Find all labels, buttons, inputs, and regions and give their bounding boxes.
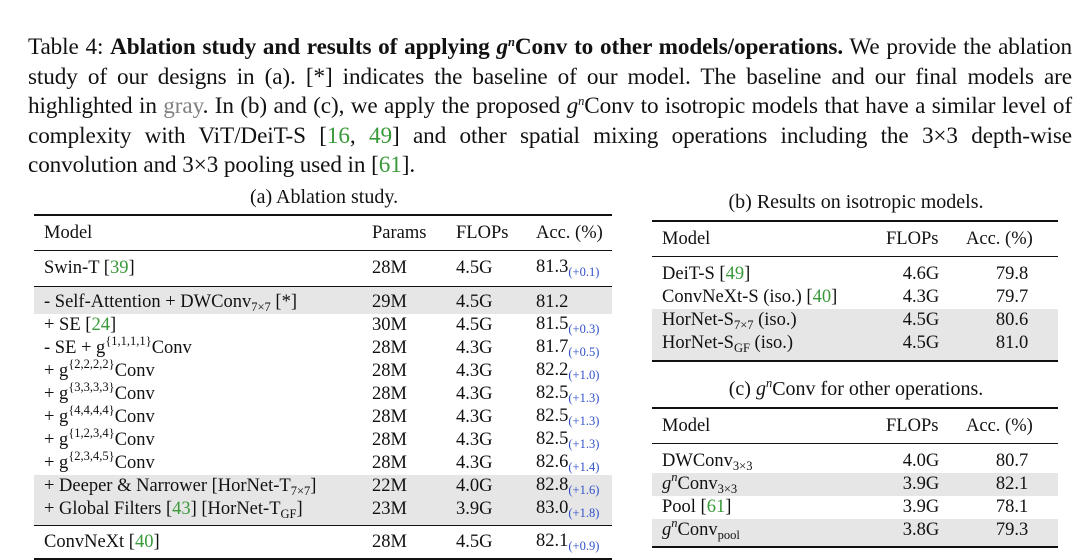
acc-cell: 80.6 — [956, 309, 1058, 332]
acc-cell: 78.1 — [995, 497, 1029, 517]
flops-cell: 3.9G — [876, 473, 956, 496]
acc-cell — [526, 337, 612, 360]
model-sup: {2,3,4,5} — [68, 449, 115, 463]
acc-delta: (+1.6) — [568, 483, 600, 497]
table-row-highlighted — [34, 287, 612, 315]
flops-cell: 4.0G — [446, 475, 526, 498]
acc-cell — [526, 526, 612, 560]
acc-value: 82.6 — [536, 452, 569, 472]
title-g: g — [755, 378, 766, 400]
col-header: Acc. (%) — [956, 221, 1058, 257]
acc-value: 81.7 — [536, 337, 569, 357]
model-cell — [652, 332, 876, 361]
acc-delta: (+1.0) — [568, 368, 600, 382]
caption-text-2: . In (b) and (c), we apply the proposed — [202, 93, 561, 119]
flops-cell: 4.5G — [456, 315, 493, 335]
citation-link[interactable]: 49 — [725, 264, 745, 284]
params-cell: 28M — [362, 251, 446, 287]
model-text: + Deeper & Narrower [HorNet-T — [44, 476, 291, 496]
model-text: + g — [44, 407, 69, 427]
acc-value: 82.2 — [536, 360, 569, 380]
citation-link[interactable]: 16 — [326, 122, 350, 149]
model-text: ] [HorNet-T — [190, 499, 281, 519]
table-row — [34, 406, 612, 429]
caption-n: n — [578, 94, 585, 108]
acc-value: 81.5 — [536, 314, 569, 334]
model-sup: n — [671, 470, 678, 484]
params-cell: 28M — [372, 453, 407, 473]
model-text: + g — [44, 430, 69, 450]
citation-link[interactable]: 40 — [812, 287, 832, 307]
model-text: ] — [831, 287, 838, 307]
model-text: + Global Filters [ — [44, 499, 173, 519]
params-cell: 28M — [372, 407, 407, 427]
params-cell: 28M — [372, 361, 407, 381]
model-text: Conv — [151, 338, 192, 358]
model-text: HorNet-S — [662, 333, 734, 353]
acc-cell — [526, 383, 612, 406]
model-sup: {1,1,1,1} — [105, 334, 152, 348]
model-g: g — [662, 474, 672, 494]
model-text: (iso.) — [749, 333, 794, 353]
params-cell: 28M — [372, 384, 407, 404]
acc-value: 82.8 — [536, 475, 569, 495]
col-header: Acc. (%) — [956, 408, 1058, 444]
caption-bold-a: Ablation study and results of applying — [110, 34, 490, 60]
flops-cell: 4.3G — [456, 338, 493, 358]
model-cell — [652, 286, 876, 309]
model-cell — [652, 470, 876, 496]
acc-cell — [526, 429, 612, 452]
model-sub: pool — [717, 528, 740, 542]
flops-cell: 4.6G — [876, 257, 956, 287]
acc-cell: 79.8 — [956, 257, 1058, 287]
citation-link[interactable]: 61 — [378, 152, 402, 178]
table-header-row — [652, 408, 1058, 444]
model-text: (iso.) — [753, 310, 797, 330]
model-g: g — [662, 520, 672, 540]
table-row-highlighted — [34, 475, 612, 498]
flops-cell: 3.9G — [902, 497, 940, 517]
table-row-highlighted — [652, 309, 1058, 332]
acc-cell — [526, 360, 612, 383]
acc-delta: (+1.3) — [568, 391, 600, 405]
model-text: + g — [44, 384, 69, 404]
acc-delta: (+1.4) — [568, 460, 600, 474]
table-row-highlighted — [34, 498, 612, 526]
model-cell — [652, 309, 876, 332]
citation-link[interactable]: 39 — [109, 258, 129, 278]
flops-cell: 4.5G — [446, 526, 526, 560]
flops-cell: 4.3G — [456, 407, 493, 427]
model-cell — [34, 314, 362, 337]
model-sub: 7×7 — [733, 318, 754, 332]
caption-label: Table 4: — [28, 34, 104, 60]
model-sup: {2,2,2,2} — [68, 357, 115, 371]
acc-delta: (+0.5) — [568, 345, 600, 359]
acc-cell — [526, 498, 612, 526]
flops-cell: 4.3G — [456, 384, 493, 404]
params-cell: 28M — [362, 526, 446, 560]
flops-cell: 4.3G — [902, 287, 940, 307]
model-sub: 3×3 — [732, 459, 753, 473]
model-text: Conv — [114, 407, 155, 427]
model-sup: {4,4,4,4} — [68, 403, 115, 417]
params-cell: 30M — [372, 315, 407, 335]
table-header-row — [652, 221, 1058, 257]
table-c-title — [652, 378, 1060, 401]
caption-text-5: ]. — [401, 152, 416, 178]
model-sub: 7×7 — [251, 300, 271, 314]
table-row — [652, 496, 1058, 519]
model-text: - Self-Attention + DWConv — [44, 292, 252, 312]
acc-value: 82.1 — [536, 530, 569, 551]
citation-link[interactable]: 43 — [172, 499, 191, 519]
model-text: + g — [44, 361, 69, 381]
acc-delta: (+0.9) — [568, 538, 600, 553]
params-cell: 28M — [372, 338, 407, 358]
acc-cell — [526, 475, 612, 498]
model-sup: {3,3,3,3} — [68, 380, 115, 394]
acc-cell: 82.1 — [956, 473, 1058, 496]
model-sub: GF — [280, 507, 297, 521]
model-sup: {1,2,3,4} — [68, 426, 115, 440]
caption-text-3: Conv to isotropic models that have a similar level of complexity with ViT/DeiT-S [ — [28, 93, 1073, 149]
flops-cell: 4.5G — [446, 251, 526, 287]
citation-link[interactable]: 49 — [368, 122, 392, 149]
params-cell: 28M — [372, 430, 407, 450]
model-cell — [652, 444, 876, 474]
caption-text-1: We provide the ablation study of our designs in (a). [*] indicates the baseline of our model. The baseline and our final models are highlighted in — [28, 34, 1072, 119]
model-text: - SE + g — [44, 338, 106, 358]
model-text: Conv — [114, 453, 155, 473]
flops-cell: 4.0G — [876, 444, 956, 474]
acc-value: 83.0 — [536, 498, 569, 518]
citation-link[interactable]: 61 — [706, 497, 726, 517]
model-text: Conv — [677, 474, 718, 494]
model-text: ] — [310, 476, 317, 496]
acc-cell — [526, 452, 612, 475]
model-cell — [34, 526, 362, 560]
caption-gray-word: gray — [163, 93, 203, 119]
acc-value: 82.5 — [536, 406, 569, 426]
table-header-row — [34, 215, 612, 251]
model-text: ] — [109, 315, 117, 335]
table-row — [34, 360, 612, 383]
model-text: Conv — [677, 520, 718, 540]
col-header: Model — [34, 215, 362, 251]
ablation-table — [34, 214, 612, 560]
model-text: DWConv — [662, 451, 733, 471]
table-row — [652, 286, 1058, 309]
flops-cell: 4.5G — [446, 287, 526, 315]
model-text: ] — [725, 497, 732, 517]
params-cell: 22M — [362, 475, 446, 498]
table-row-highlighted — [652, 473, 1058, 496]
table-row — [652, 257, 1058, 287]
flops-cell: 3.9G — [446, 498, 526, 526]
flops-cell: 4.5G — [876, 309, 956, 332]
col-header: FLOPs — [446, 215, 526, 251]
params-cell: 23M — [362, 498, 446, 526]
acc-cell: 81.0 — [956, 332, 1058, 361]
flops-cell: 3.8G — [876, 519, 956, 547]
model-sub: 7×7 — [290, 484, 311, 498]
caption-text-4: ] and other spatial mixing operations including the 3×3 depth-wise convolution and 3×3 pooling used in [ — [28, 122, 1072, 178]
caption-bold-title — [110, 34, 843, 60]
col-header: Model — [652, 221, 876, 257]
acc-delta: (+1.3) — [568, 414, 600, 428]
table-row — [34, 452, 612, 475]
model-sub: GF — [733, 341, 750, 355]
model-text: Pool [ — [662, 497, 707, 517]
params-cell: 29M — [362, 287, 446, 315]
acc-cell — [526, 287, 612, 315]
acc-delta: (+0.3) — [568, 322, 600, 336]
acc-delta: (+1.8) — [568, 506, 600, 520]
model-cell — [34, 475, 362, 498]
citation-link[interactable]: 40 — [134, 531, 154, 552]
acc-cell: 79.7 — [995, 287, 1029, 307]
table-row — [34, 337, 612, 360]
caption-bold-n: n — [507, 35, 515, 49]
title-text: (c) — [728, 378, 751, 400]
acc-value: 82.5 — [536, 383, 569, 403]
table-row-highlighted — [652, 519, 1058, 547]
col-header: Params — [362, 215, 446, 251]
flops-cell: 4.5G — [876, 332, 956, 361]
col-header: FLOPs — [876, 408, 956, 444]
model-text: Conv — [114, 384, 155, 404]
model-text: ] — [296, 499, 303, 519]
model-cell — [34, 449, 362, 475]
caption-bold-g: g — [496, 34, 508, 60]
title-text: Conv for other operations. — [772, 378, 984, 400]
model-cell — [34, 498, 362, 526]
model-cell — [652, 496, 876, 519]
model-text: ] — [128, 258, 135, 278]
caption-bold-b: Conv to other models/operations. — [514, 34, 844, 60]
acc-value: 82.5 — [536, 429, 569, 449]
model-text: ] — [153, 531, 160, 552]
acc-cell — [526, 251, 612, 287]
model-cell — [34, 287, 362, 315]
acc-delta: (+1.3) — [568, 437, 600, 451]
model-text: ] — [744, 264, 751, 284]
col-header: Acc. (%) — [526, 215, 612, 251]
operations-table — [652, 407, 1058, 548]
acc-delta: (+0.1) — [568, 265, 600, 279]
model-text: ConvNeXt [ — [44, 531, 135, 552]
col-header: FLOPs — [876, 221, 956, 257]
table-row — [34, 251, 612, 287]
caption-sep: , — [349, 122, 356, 149]
acc-cell — [526, 314, 612, 337]
isotropic-table — [652, 220, 1058, 362]
model-text: + g — [44, 453, 69, 473]
table-a-title: (a) Ablation study. — [249, 186, 399, 208]
acc-value: 81.2 — [536, 292, 569, 312]
model-text: DeiT-S [ — [662, 264, 726, 284]
table-row-highlighted — [652, 332, 1058, 361]
table-row — [34, 526, 612, 560]
flops-cell: 4.3G — [456, 453, 493, 473]
model-sub: 3×3 — [717, 482, 738, 496]
table-b-title: (b) Results on isotropic models. — [728, 191, 984, 213]
flops-cell: 4.3G — [456, 430, 493, 450]
model-text: HorNet-S — [662, 310, 734, 330]
citation-link[interactable]: 24 — [91, 315, 110, 335]
caption-g: g — [566, 93, 579, 119]
acc-cell: 80.7 — [956, 444, 1058, 474]
table-row — [34, 429, 612, 452]
table-row — [652, 444, 1058, 474]
model-text: + SE [ — [44, 315, 92, 335]
model-text: [*] — [270, 292, 297, 312]
table-caption — [28, 33, 1072, 181]
acc-cell: 79.3 — [956, 519, 1058, 547]
acc-value: 81.3 — [536, 257, 569, 277]
acc-cell — [526, 406, 612, 429]
model-cell — [652, 516, 876, 547]
model-text: Conv — [114, 430, 155, 450]
table-row — [34, 383, 612, 406]
col-header: Model — [652, 408, 876, 444]
flops-cell: 4.3G — [456, 361, 493, 381]
title-n: n — [765, 376, 773, 390]
model-text: Swin-T [ — [44, 258, 110, 278]
model-sup: n — [671, 516, 678, 530]
model-text: ConvNeXt-S (iso.) [ — [662, 287, 813, 307]
model-text: Conv — [114, 361, 155, 381]
model-cell — [34, 251, 362, 287]
model-cell — [652, 257, 876, 287]
